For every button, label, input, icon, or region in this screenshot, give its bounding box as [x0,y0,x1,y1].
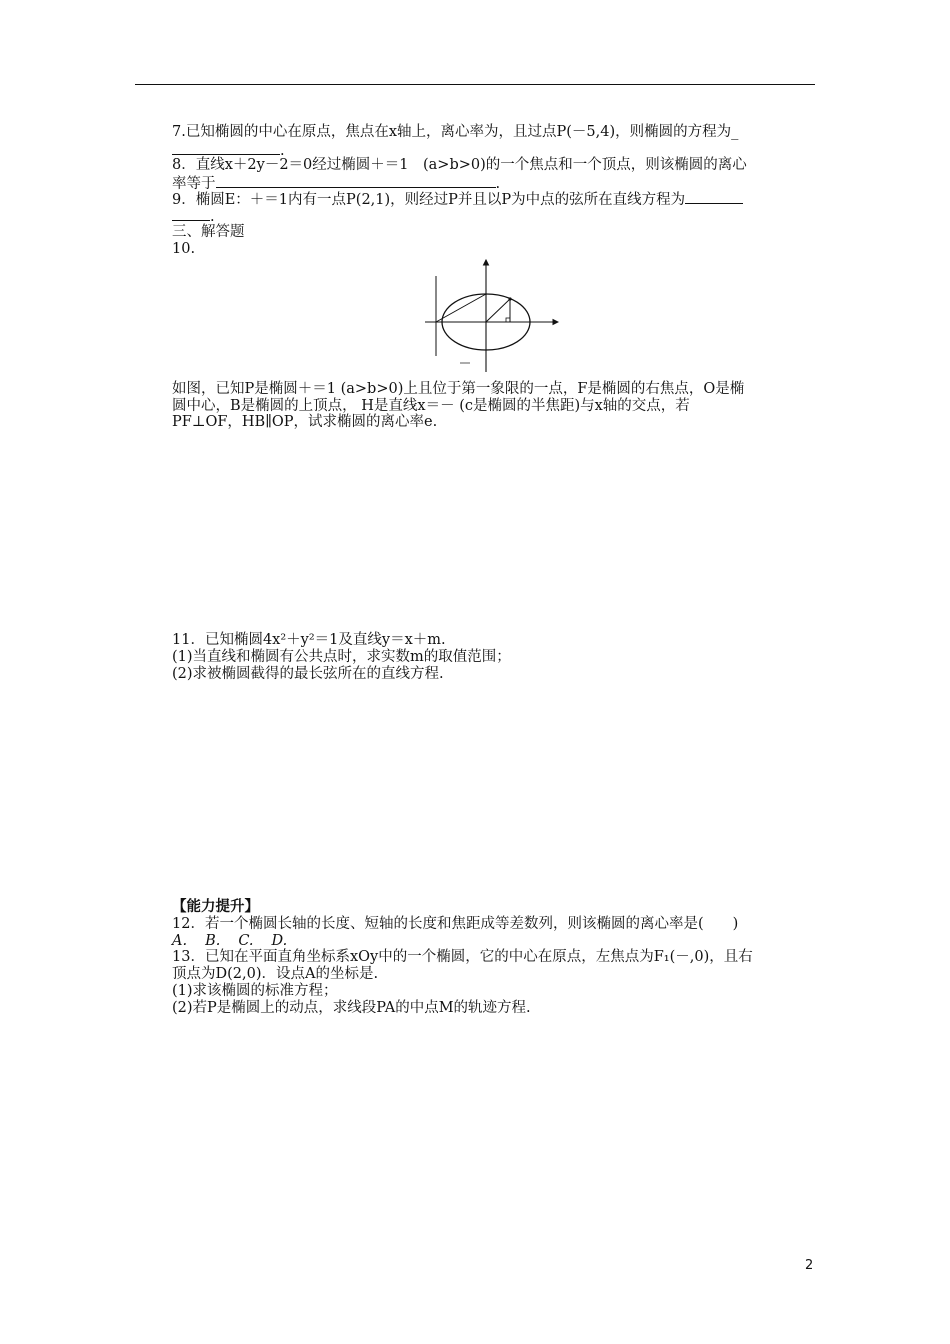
problem-11-line2: (1)当直线和椭圆有公共点时，求实数m的取值范围； [172,649,511,665]
section-heading-3: 三、解答题 [172,224,245,240]
answer-blank [172,207,210,221]
header-rule [135,84,815,85]
problem-9 [172,190,743,209]
ellipse-figure [420,254,570,374]
problem-7 [172,124,738,141]
period: . [495,176,501,192]
problem-13-line2: 顶点为D(2,0)．设点A的坐标是. [172,966,379,982]
problem-12-options [172,933,305,950]
page-number: 2 [805,1258,814,1273]
problem-11-line1: 11．已知椭圆4x²＋y²＝1及直线y＝x＋m. [172,632,446,648]
problem-10-number: 10. [172,241,196,257]
option-c: C. [238,933,254,949]
right-angle-mark [506,318,510,322]
problem-12-line1: 12．若一个椭圆长轴的长度、短轴的长度和焦距成等差数列，则该椭圆的离心率是( ) [172,916,739,932]
answer-blank [216,174,496,188]
answer-blank [685,190,743,204]
problem-13-line3: (1)求该椭圆的标准方程； [172,983,338,999]
problem-7-text: 7.已知椭圆的中心在原点，焦点在x轴上，离心率为，且过点P(－5,4)，则椭圆的方程为_ [172,124,739,140]
problem-10-line3: PF⊥OF，HB∥OP，试求椭圆的离心率e. [172,414,438,430]
answer-blank [172,141,280,155]
problem-10-line2: 圆中心，B是椭圆的上顶点， H是直线x＝－ (c是椭圆的半焦距)与x轴的交点，若 [172,398,690,414]
problem-13-line1: 13．已知在平面直角坐标系xOy中的一个椭圆，它的中心在原点，左焦点为F₁(－,0)，且右 [172,949,753,965]
point-p [508,297,511,300]
problem-9-line1: 9．椭圆E：＋＝1内有一点P(2,1)，则经过P并且以P为中点的弦所在直线方程为 [172,192,686,208]
problem-10-line1: 如图，已知P是椭圆＋＝1 (a>b>0)上且位于第一象限的一点，F是椭圆的右焦点，O是椭 [172,381,745,397]
problem-8-text: 率等于 [172,176,216,192]
ability-heading: 【能力提升】 [172,899,259,915]
problem-13-line4: (2)若P是椭圆上的动点，求线段PA的中点M的轨迹方程. [172,1000,531,1016]
option-b: B. [205,933,221,949]
option-a: A. [172,933,188,949]
period: . [280,143,285,159]
period: . [210,209,215,225]
problem-11-line3: (2)求被椭圆截得的最长弦所在的直线方程. [172,666,444,682]
option-d: D. [271,933,288,949]
problem-8-line1: 8．直线x＋2y－2＝0经过椭圆＋＝1 (a>b>0)的一个焦点和一个顶点，则该椭圆的离心 [172,157,747,173]
problem-8 [172,157,747,174]
